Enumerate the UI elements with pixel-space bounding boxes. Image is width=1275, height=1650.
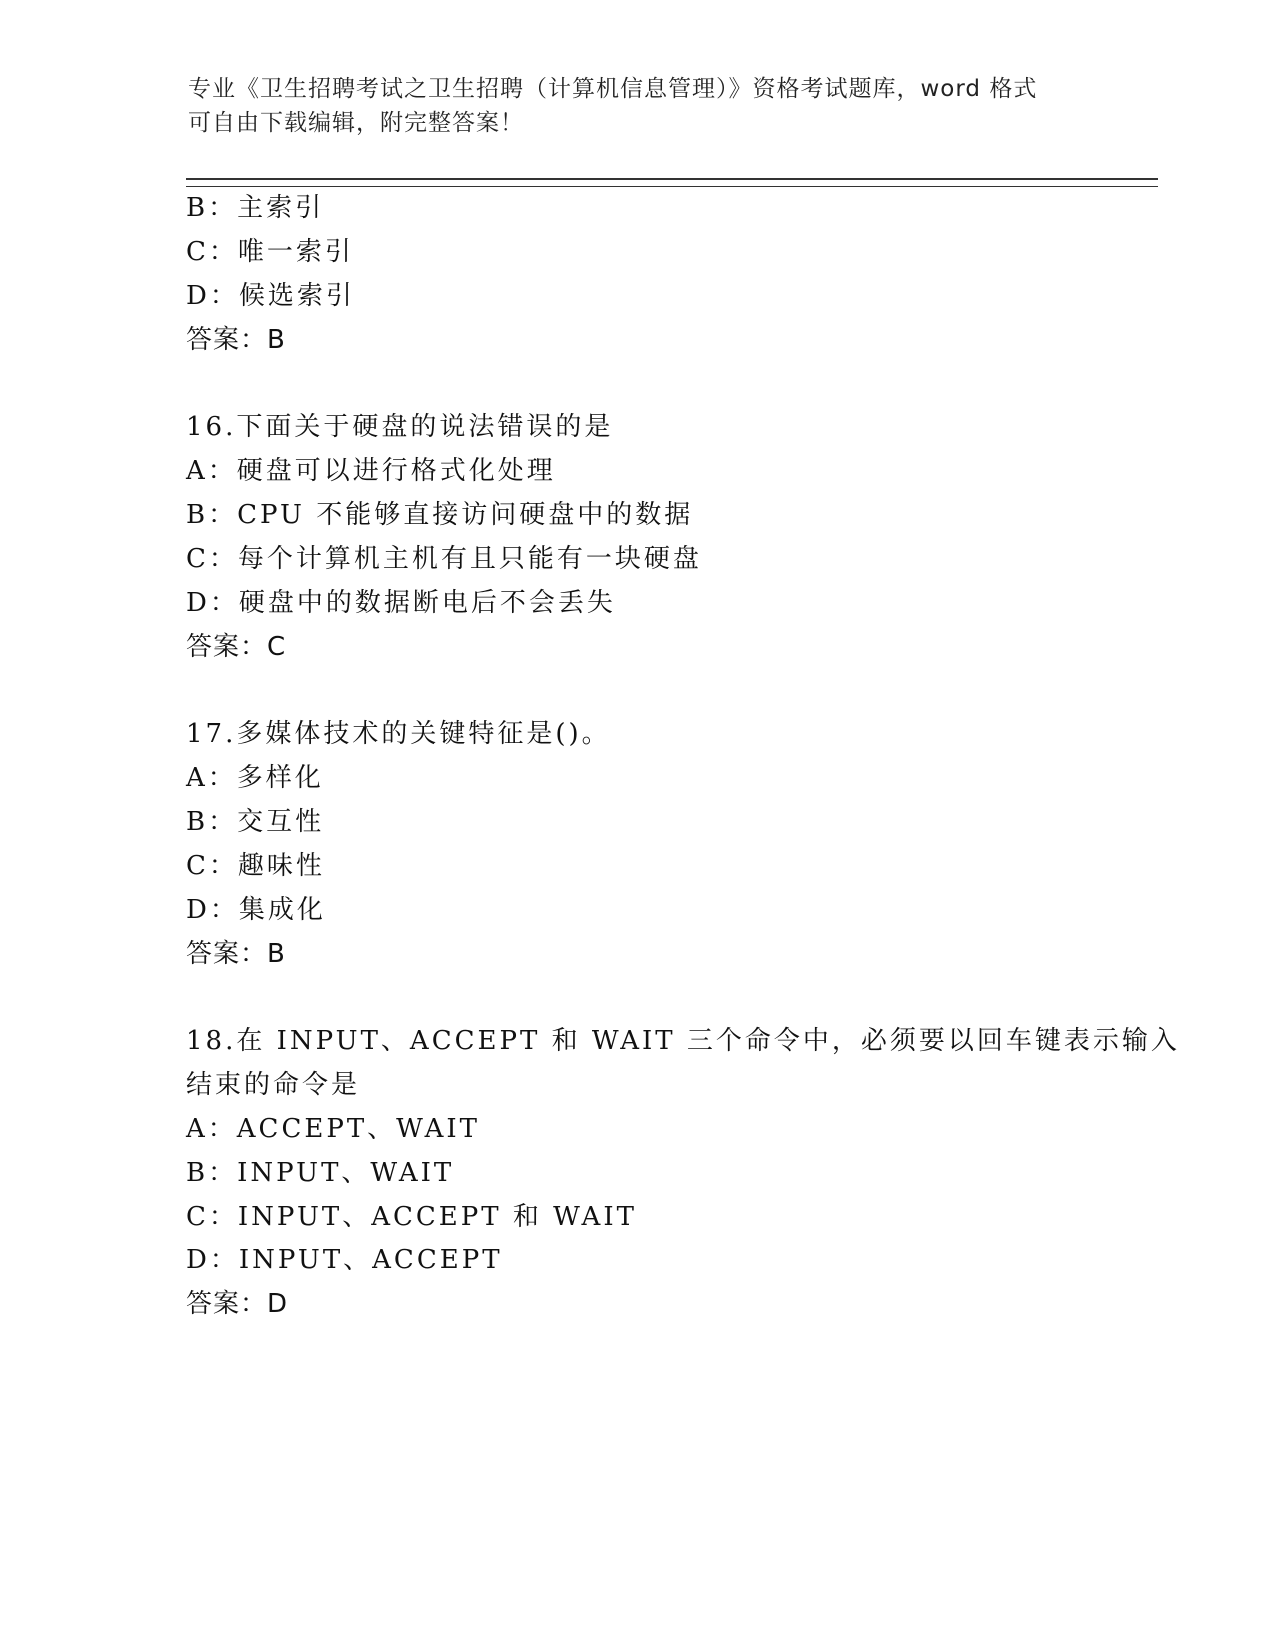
q15-answer: 答案：B xyxy=(186,325,286,355)
q18-answer: 答案：D xyxy=(186,1289,289,1319)
q18-option-b: B：INPUT、WAIT xyxy=(186,1158,455,1188)
q16-answer: 答案：C xyxy=(186,632,287,662)
q18-option-a: A：ACCEPT、WAIT xyxy=(186,1114,480,1144)
document-header xyxy=(188,72,1068,140)
q18-option-c: C：INPUT、ACCEPT 和 WAIT xyxy=(186,1202,637,1232)
q17-answer: 答案：B xyxy=(186,939,286,969)
q17-option-c: C：趣味性 xyxy=(186,851,325,881)
q16-option-d: D：硬盘中的数据断电后不会丢失 xyxy=(186,588,616,618)
q18-question-line-1: 18.在 INPUT、ACCEPT 和 WAIT 三个命令中，必须要以回车键表示输入 xyxy=(186,1026,1180,1056)
q16-question: 16.下面关于硬盘的说法错误的是 xyxy=(186,412,614,442)
q16-option-a: A：硬盘可以进行格式化处理 xyxy=(186,456,556,486)
header-line-2: 可自由下载编辑，附完整答案！ xyxy=(188,110,524,136)
q15-option-d: D：候选索引 xyxy=(186,281,355,311)
header-line-1: 专业《卫生招聘考试之卫生招聘（计算机信息管理）》资格考试题库，word 格式 xyxy=(188,76,1038,102)
q17-option-b: B：交互性 xyxy=(186,807,325,837)
q15-option-b: B：主索引 xyxy=(186,193,325,223)
q18-question-line-2: 结束的命令是 xyxy=(186,1070,361,1100)
q18-option-d: D：INPUT、ACCEPT xyxy=(186,1245,503,1275)
q17-question: 17.多媒体技术的关键特征是()。 xyxy=(186,719,611,749)
q15-option-c: C：唯一索引 xyxy=(186,237,354,267)
q17-option-d: D：集成化 xyxy=(186,895,326,925)
header-divider xyxy=(186,178,1158,187)
q16-option-c: C：每个计算机主机有且只能有一块硬盘 xyxy=(186,544,702,574)
q16-option-b: B：CPU 不能够直接访问硬盘中的数据 xyxy=(186,500,694,530)
q17-option-a: A：多样化 xyxy=(186,763,324,793)
